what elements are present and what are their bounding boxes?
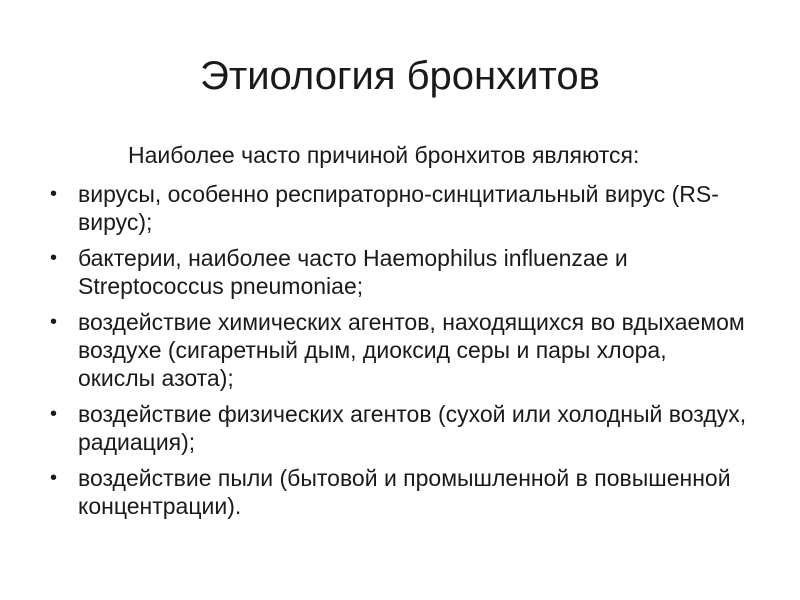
list-item-text: воздействие физических агентов (сухой или холодный воздух, радиация);: [78, 401, 747, 455]
list-item-text: бактерии, наиболее часто Haemophilus influenzae и Streptococcus pneumoniae;: [78, 245, 628, 299]
bullet-icon: •: [50, 467, 58, 489]
list-item-text: воздействие пыли (бытовой и промышленной в повышенной концентрации).: [78, 465, 731, 519]
bullet-icon: •: [50, 183, 58, 205]
list-item-text: воздействие химических агентов, находящихся во вдыхаемом воздухе (сигаретный дым, диоксид серы и пары хлора, окислы азота);: [78, 309, 745, 391]
list-item: [48, 244, 748, 300]
bullet-icon: •: [50, 247, 58, 269]
slide-content: [48, 140, 748, 528]
list-item: [48, 180, 748, 236]
slide-title: Этиология бронхитов: [200, 54, 600, 98]
list-item: [48, 464, 748, 520]
bullet-icon: •: [50, 311, 58, 333]
list-item: [48, 400, 748, 456]
list-item-text: вирусы, особенно респираторно-синцитиальный вирус (RS-вирус);: [78, 181, 719, 235]
intro-text: Наиболее часто причиной бронхитов являются:: [128, 142, 640, 168]
list-item: [48, 308, 748, 392]
bullet-icon: •: [50, 403, 58, 425]
bullet-list: [48, 180, 748, 520]
